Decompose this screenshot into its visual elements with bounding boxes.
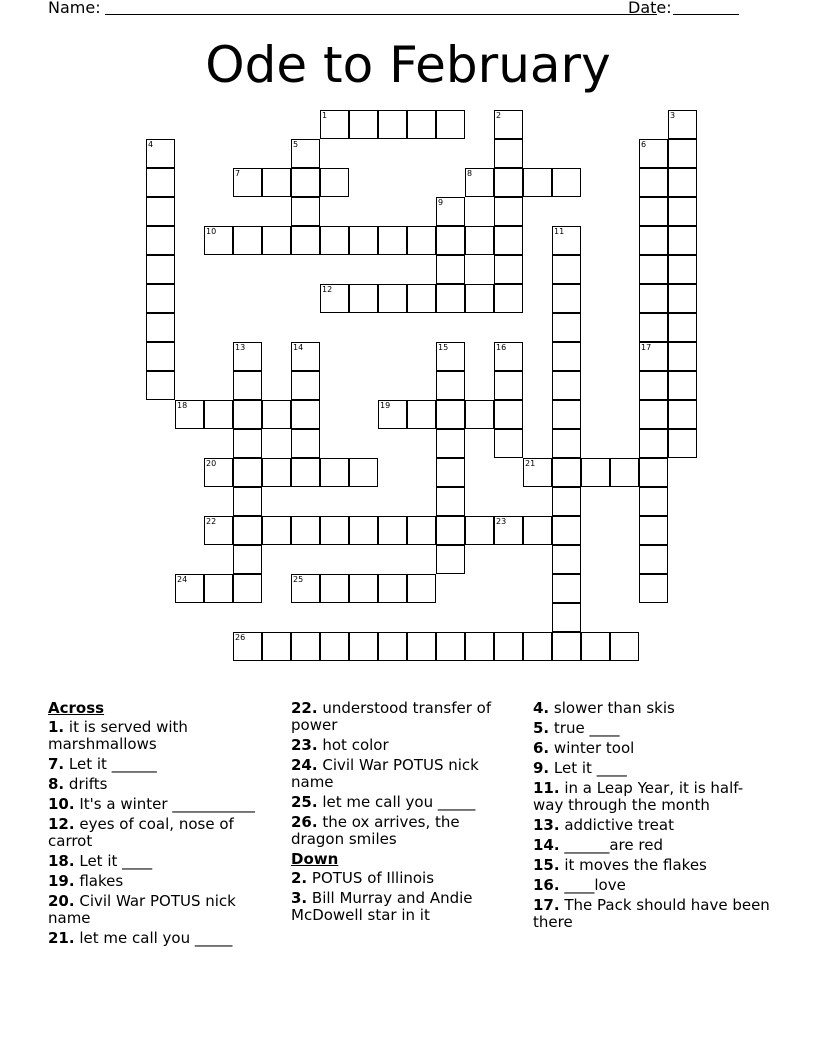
grid-cell[interactable] (349, 226, 378, 255)
grid-cell[interactable] (668, 110, 697, 139)
clues-column-3 (533, 700, 773, 934)
grid-cell[interactable] (262, 400, 291, 429)
grid-cell[interactable] (407, 400, 436, 429)
grid-cell[interactable] (581, 632, 610, 661)
grid-cell[interactable] (378, 284, 407, 313)
name-label: Name: (48, 0, 101, 17)
grid-cell[interactable] (668, 342, 697, 371)
grid-cell[interactable] (349, 632, 378, 661)
clue-across-24: 24. Civil War POTUS nick name (291, 756, 479, 791)
clue-across-21: 21. let me call you _____ (48, 929, 233, 947)
grid-cell[interactable] (436, 226, 465, 255)
grid-cell[interactable] (494, 516, 523, 545)
grid-cell[interactable] (523, 632, 552, 661)
grid-cell[interactable] (349, 284, 378, 313)
grid-cell[interactable] (233, 400, 262, 429)
grid-cell[interactable] (668, 400, 697, 429)
grid-cell[interactable] (320, 574, 349, 603)
puzzle-title: Ode to February (205, 36, 611, 94)
grid-cell[interactable] (639, 284, 668, 313)
grid-cell[interactable] (146, 284, 175, 313)
grid-cell[interactable] (668, 371, 697, 400)
grid-cell[interactable] (668, 168, 697, 197)
grid-cell[interactable] (146, 197, 175, 226)
clue-across-12: 12. eyes of coal, nose of carrot (48, 815, 234, 850)
clue-number: 6 (641, 140, 647, 149)
grid-cell[interactable] (552, 255, 581, 284)
grid-cell[interactable] (639, 574, 668, 603)
clue-number: 8 (467, 169, 473, 178)
grid-cell[interactable] (523, 516, 552, 545)
grid-cell[interactable] (407, 574, 436, 603)
grid-cell[interactable] (436, 197, 465, 226)
grid-cell[interactable] (552, 574, 581, 603)
grid-cell[interactable] (378, 574, 407, 603)
grid-cell[interactable] (204, 516, 233, 545)
clue-number: 15 (438, 343, 449, 352)
grid-cell[interactable] (523, 458, 552, 487)
grid-cell[interactable] (552, 400, 581, 429)
grid-cell[interactable] (146, 226, 175, 255)
clue-across-10: 10. It's a winter ___________ (48, 795, 255, 813)
date-label: Date: (628, 0, 672, 17)
grid-cell[interactable] (204, 226, 233, 255)
grid-cell[interactable] (262, 516, 291, 545)
grid-cell[interactable] (465, 168, 494, 197)
clues-column-1 (48, 700, 278, 950)
grid-cell[interactable] (262, 226, 291, 255)
grid-cell[interactable] (262, 458, 291, 487)
grid-cell[interactable] (320, 110, 349, 139)
grid-cell[interactable] (262, 632, 291, 661)
clue-across-18: 18. Let it ____ (48, 852, 153, 870)
grid-cell[interactable] (204, 400, 233, 429)
grid-cell[interactable] (204, 458, 233, 487)
clue-number: 25 (293, 575, 304, 584)
grid-cell[interactable] (291, 371, 320, 400)
grid-cell[interactable] (436, 632, 465, 661)
grid-cell[interactable] (320, 284, 349, 313)
grid-cell[interactable] (494, 284, 523, 313)
grid-cell[interactable] (291, 226, 320, 255)
clue-number: 13 (235, 343, 246, 352)
grid-cell[interactable] (494, 632, 523, 661)
grid-cell[interactable] (291, 168, 320, 197)
clue-down-13: 13. addictive treat (533, 816, 674, 834)
clue-down-5: 5. true ____ (533, 719, 620, 737)
grid-cell[interactable] (668, 313, 697, 342)
clue-across-25: 25. let me call you _____ (291, 793, 476, 811)
grid-cell[interactable] (233, 545, 262, 574)
clue-number: 14 (293, 343, 304, 352)
grid-cell[interactable] (639, 342, 668, 371)
grid-cell[interactable] (552, 458, 581, 487)
clue-number: 22 (206, 517, 217, 526)
grid-cell[interactable] (349, 458, 378, 487)
clues-column-2 (291, 700, 513, 927)
grid-cell[interactable] (146, 168, 175, 197)
clue-number: 11 (554, 227, 565, 236)
grid-cell[interactable] (175, 400, 204, 429)
grid-cell[interactable] (465, 632, 494, 661)
grid-cell[interactable] (378, 110, 407, 139)
grid-cell[interactable] (639, 458, 668, 487)
grid-cell[interactable] (378, 632, 407, 661)
clue-across-7: 7. Let it ______ (48, 755, 157, 773)
grid-cell[interactable] (610, 458, 639, 487)
grid-cell[interactable] (494, 371, 523, 400)
clue-across-22: 22. understood transfer of power (291, 699, 492, 734)
grid-cell[interactable] (407, 226, 436, 255)
down-heading: Down (291, 850, 339, 868)
grid-cell[interactable] (639, 313, 668, 342)
grid-cell[interactable] (436, 429, 465, 458)
grid-cell[interactable] (175, 574, 204, 603)
grid-cell[interactable] (291, 400, 320, 429)
grid-cell[interactable] (436, 342, 465, 371)
grid-cell[interactable] (146, 342, 175, 371)
clue-number: 1 (322, 111, 328, 120)
grid-cell[interactable] (291, 342, 320, 371)
grid-cell[interactable] (436, 545, 465, 574)
clue-number: 7 (235, 169, 241, 178)
grid-cell[interactable] (291, 197, 320, 226)
grid-cell[interactable] (581, 458, 610, 487)
clue-number: 20 (206, 459, 217, 468)
grid-cell[interactable] (552, 313, 581, 342)
grid-cell[interactable] (610, 632, 639, 661)
grid-cell[interactable] (639, 487, 668, 516)
clue-down-11: 11. in a Leap Year, it is half-way through the month (533, 779, 744, 814)
grid-cell[interactable] (436, 255, 465, 284)
clue-number: 2 (496, 111, 502, 120)
grid-cell[interactable] (668, 284, 697, 313)
clue-down-16: 16. ____love (533, 876, 626, 894)
grid-cell[interactable] (494, 168, 523, 197)
grid-cell[interactable] (639, 255, 668, 284)
grid-cell[interactable] (436, 284, 465, 313)
clue-down-15: 15. it moves the flakes (533, 856, 707, 874)
grid-cell[interactable] (349, 110, 378, 139)
grid-cell[interactable] (233, 342, 262, 371)
grid-cell[interactable] (639, 516, 668, 545)
grid-cell[interactable] (494, 139, 523, 168)
clue-across-20: 20. Civil War POTUS nick name (48, 892, 236, 927)
grid-cell[interactable] (552, 371, 581, 400)
grid-cell[interactable] (494, 255, 523, 284)
grid-cell[interactable] (320, 632, 349, 661)
clue-across-23: 23. hot color (291, 736, 389, 754)
grid-cell[interactable] (465, 400, 494, 429)
grid-cell[interactable] (291, 139, 320, 168)
clue-number: 10 (206, 227, 217, 236)
clue-across-1: 1. it is served with marshmallows (48, 718, 188, 753)
grid-cell[interactable] (436, 110, 465, 139)
clue-down-6: 6. winter tool (533, 739, 635, 757)
grid-cell[interactable] (494, 110, 523, 139)
grid-cell[interactable] (233, 574, 262, 603)
grid-cell[interactable] (436, 400, 465, 429)
grid-cell[interactable] (552, 545, 581, 574)
grid-cell[interactable] (291, 458, 320, 487)
grid-cell[interactable] (639, 371, 668, 400)
grid-cell[interactable] (552, 632, 581, 661)
clue-down-9: 9. Let it ____ (533, 759, 627, 777)
grid-cell[interactable] (320, 168, 349, 197)
grid-cell[interactable] (291, 574, 320, 603)
grid-cell[interactable] (668, 139, 697, 168)
clue-number: 16 (496, 343, 507, 352)
grid-cell[interactable] (407, 516, 436, 545)
clue-number: 3 (670, 111, 676, 120)
grid-cell[interactable] (349, 574, 378, 603)
grid-cell[interactable] (233, 487, 262, 516)
grid-cell[interactable] (552, 603, 581, 632)
clue-number: 23 (496, 517, 507, 526)
grid-cell[interactable] (291, 516, 320, 545)
grid-cell[interactable] (436, 458, 465, 487)
grid-cell[interactable] (233, 458, 262, 487)
clue-number: 4 (148, 140, 154, 149)
grid-cell[interactable] (523, 168, 552, 197)
across-heading: Across (48, 699, 105, 717)
clue-number: 21 (525, 459, 536, 468)
grid-cell[interactable] (552, 516, 581, 545)
grid-cell[interactable] (552, 168, 581, 197)
clue-number: 26 (235, 633, 246, 642)
grid-cell[interactable] (407, 632, 436, 661)
grid-cell[interactable] (639, 139, 668, 168)
grid-cell[interactable] (233, 168, 262, 197)
grid-cell[interactable] (639, 400, 668, 429)
grid-cell[interactable] (233, 226, 262, 255)
grid-cell[interactable] (233, 516, 262, 545)
grid-cell[interactable] (233, 632, 262, 661)
grid-cell[interactable] (552, 284, 581, 313)
grid-cell[interactable] (552, 429, 581, 458)
clue-across-19: 19. flakes (48, 872, 124, 890)
grid-cell[interactable] (146, 313, 175, 342)
grid-cell[interactable] (465, 516, 494, 545)
grid-cell[interactable] (552, 226, 581, 255)
grid-cell[interactable] (639, 429, 668, 458)
grid-cell[interactable] (668, 226, 697, 255)
clue-down-14: 14. ______are red (533, 836, 663, 854)
grid-cell[interactable] (494, 400, 523, 429)
clue-number: 24 (177, 575, 188, 584)
clue-down-2: 2. POTUS of Illinois (291, 869, 435, 887)
grid-cell[interactable] (320, 226, 349, 255)
grid-cell[interactable] (146, 255, 175, 284)
grid-cell[interactable] (668, 197, 697, 226)
clue-across-8: 8. drifts (48, 775, 108, 793)
grid-cell[interactable] (378, 400, 407, 429)
grid-cell[interactable] (407, 284, 436, 313)
grid-cell[interactable] (552, 342, 581, 371)
grid-cell[interactable] (494, 197, 523, 226)
clue-down-4: 4. slower than skis (533, 699, 675, 717)
grid-cell[interactable] (465, 284, 494, 313)
grid-cell[interactable] (639, 545, 668, 574)
clue-number: 18 (177, 401, 188, 410)
clue-number: 19 (380, 401, 391, 410)
grid-cell[interactable] (291, 632, 320, 661)
grid-cell[interactable] (552, 487, 581, 516)
clue-number: 5 (293, 140, 299, 149)
grid-cell[interactable] (465, 226, 494, 255)
clue-number: 9 (438, 198, 444, 207)
grid-cell[interactable] (378, 226, 407, 255)
grid-cell[interactable] (320, 516, 349, 545)
grid-cell[interactable] (639, 168, 668, 197)
grid-cell[interactable] (146, 139, 175, 168)
grid-cell[interactable] (146, 371, 175, 400)
grid-cell[interactable] (494, 226, 523, 255)
grid-cell[interactable] (320, 458, 349, 487)
clue-across-26: 26. the ox arrives, the dragon smiles (291, 813, 460, 848)
grid-cell[interactable] (407, 110, 436, 139)
grid-cell[interactable] (436, 371, 465, 400)
clue-down-17: 17. The Pack should have been there (533, 896, 770, 931)
clue-number: 12 (322, 285, 333, 294)
grid-cell[interactable] (494, 342, 523, 371)
grid-cell[interactable] (262, 168, 291, 197)
grid-cell[interactable] (233, 429, 262, 458)
grid-cell[interactable] (291, 429, 320, 458)
clue-down-3: 3. Bill Murray and Andie McDowell star in it (291, 889, 473, 924)
grid-cell[interactable] (204, 574, 233, 603)
grid-cell[interactable] (494, 429, 523, 458)
grid-cell[interactable] (639, 197, 668, 226)
grid-cell[interactable] (378, 516, 407, 545)
grid-cell[interactable] (639, 226, 668, 255)
grid-cell[interactable] (668, 255, 697, 284)
grid-cell[interactable] (436, 487, 465, 516)
grid-cell[interactable] (436, 516, 465, 545)
grid-cell[interactable] (668, 429, 697, 458)
grid-cell[interactable] (349, 516, 378, 545)
clue-number: 17 (641, 343, 652, 352)
grid-cell[interactable] (233, 371, 262, 400)
